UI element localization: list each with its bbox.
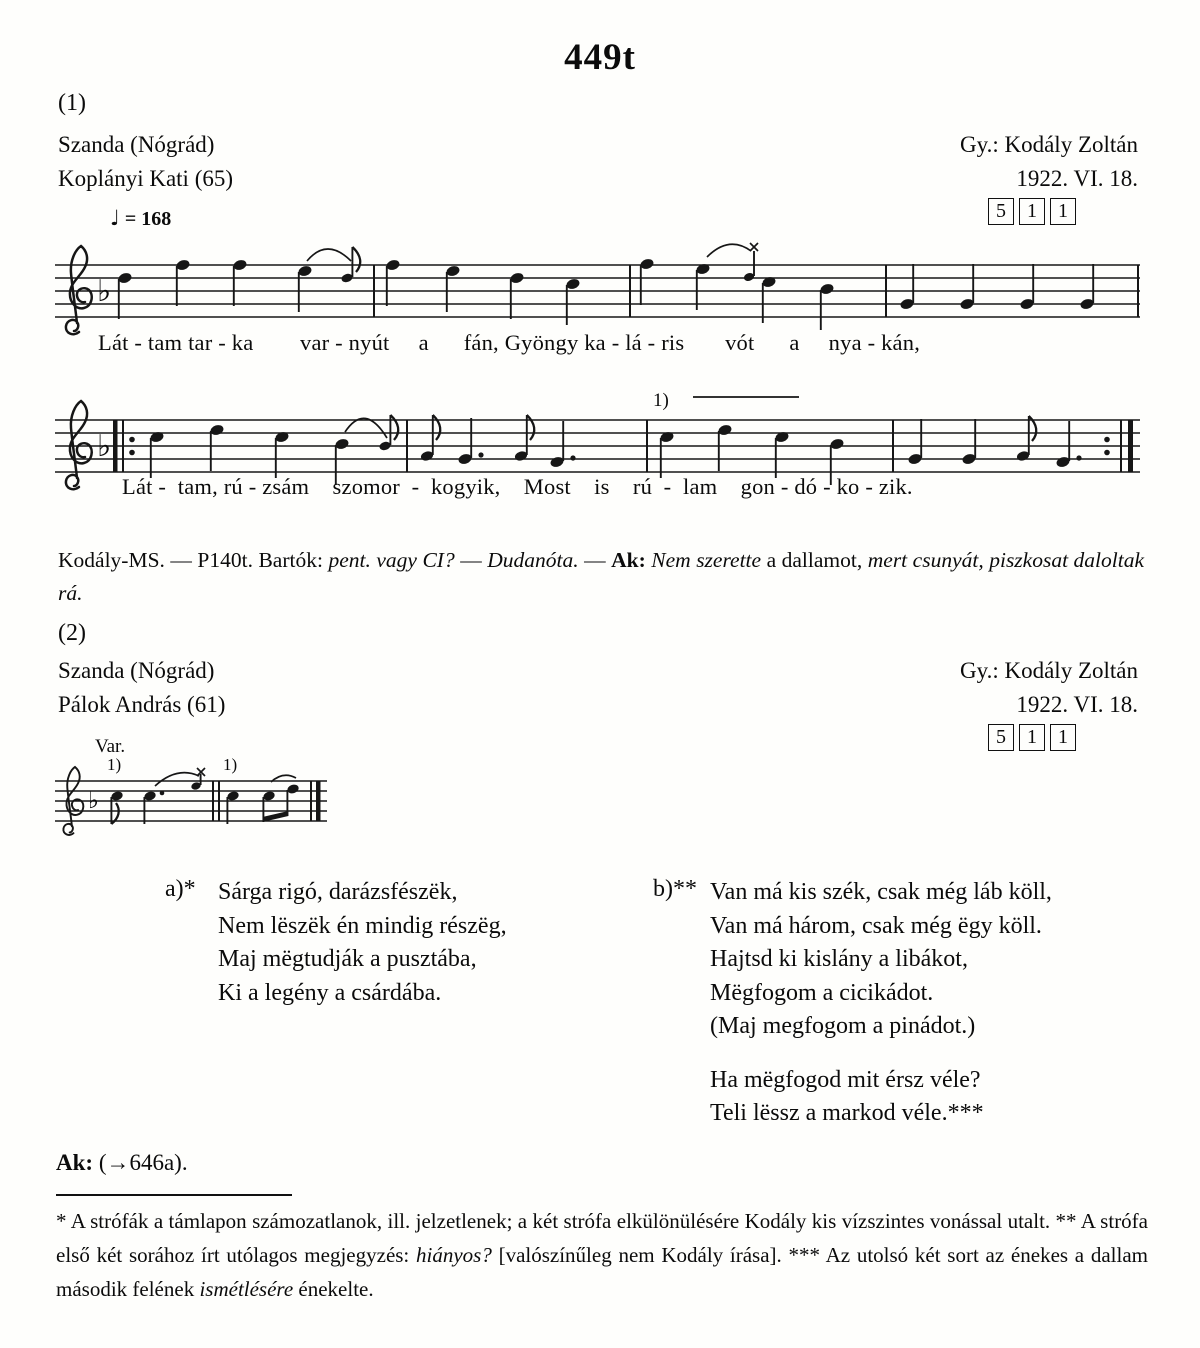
- tempo-marking: [110, 206, 171, 231]
- verse-line: Mëgfogom a cicikádot.: [710, 979, 934, 1006]
- section-2-location: Szanda (Nógrád): [58, 658, 215, 683]
- variant-label: Var.: [95, 736, 126, 757]
- verse-line: Nem lëszëk én mindig részëg,: [218, 912, 507, 939]
- verse-line: Ki a legény a csárdába.: [218, 979, 442, 1006]
- footnote-paragraph: * A strófák a támlapon számozatlanok, ill. jelzetlenek; a két strófa elkülönülésére Kodály kis vízszintes vonással utalt. ** A strófa első két sorához írt utólagos megjegyzés: hiányos? [valószínűleg nem Kodály írása]. *** Az utolsó két sort az énekes a dallam második felének ismétlésére énekelte.: [56, 1209, 1149, 1301]
- footnote-text: * A strófák a támlapon számozatlanok, ill. jelzetlenek; a két strófa elkülönülésére Kodály kis vízszintes vonással utalt. ** A strófa első két sorához írt utólagos megjegyzés:: [56, 1209, 1148, 1267]
- treble-clef-icon: [63, 767, 83, 835]
- flat-sign-icon: ♭: [88, 788, 99, 814]
- variant-staff-notation: [55, 756, 345, 851]
- flat-sign-icon: ♭: [97, 274, 112, 309]
- section-2-cadence-boxes: [778, 724, 1138, 751]
- section-1-date: 1922. VI. 18.: [1016, 166, 1138, 191]
- verse-line: Ha mëgfogod mit érsz véle?: [710, 1066, 981, 1093]
- section-1-cadence-boxes: [778, 198, 1138, 225]
- lyrics-line-1: Lát - tam tar - ka var - nyút a fán, Gyöngy ka - lá - ris vót a nya - kán,: [98, 330, 921, 355]
- staff-lines: [55, 265, 1140, 317]
- verse-b: [710, 876, 1052, 1131]
- verse-line: Van má kis szék, csak még láb köll,: [710, 879, 1052, 905]
- verse-a-label: a)*: [165, 876, 196, 902]
- quarter-note-icon: ♩: [110, 206, 120, 230]
- notes-measure-2: [420, 415, 576, 469]
- variant-fragment-1: [110, 768, 219, 824]
- section-2-date: 1922. VI. 18.: [1016, 692, 1138, 717]
- ak-text: (→646a).: [93, 1150, 188, 1175]
- notes-measure-4: [907, 416, 1081, 469]
- verse-b-label: b)**: [653, 876, 697, 902]
- annotation-text: Kodály-MS. — P140t. Bartók:: [58, 548, 329, 572]
- cadence-box: 1: [1050, 198, 1076, 225]
- volta-label: 1): [653, 390, 669, 411]
- section-1-collector-block: [778, 128, 1138, 225]
- section-1-location: Szanda (Nógrád): [58, 132, 215, 157]
- verse-line: Maj mëgtudják a pusztába,: [218, 946, 477, 972]
- verse-line: (Maj megfogom a pinádot.): [710, 1013, 976, 1039]
- variant-fragment-2: [226, 775, 320, 824]
- section-2-source: [58, 654, 225, 722]
- notes-measure-2: [385, 258, 580, 325]
- section-2-collector-block: [778, 654, 1138, 751]
- footnote-rule: [56, 1194, 292, 1196]
- verse-line: Sárga rigó, darázsfészëk,: [218, 879, 458, 905]
- ak-label: Ak:: [56, 1150, 94, 1175]
- ak-reference: [56, 1150, 188, 1176]
- cadence-box: 1: [1019, 724, 1045, 751]
- tempo-value: = 168: [124, 208, 172, 230]
- cadence-box: 5: [988, 724, 1014, 751]
- section-1-source: [58, 128, 233, 196]
- section-2-number: (2): [58, 620, 86, 646]
- section-1-number: (1): [58, 90, 86, 116]
- notes-measure-1: [117, 247, 360, 319]
- section-2-performer: Pálok András (61): [58, 692, 226, 717]
- stanza-gap: [710, 1044, 1052, 1064]
- cadence-box: 5: [988, 198, 1014, 225]
- section-2-collector: Gy.: Kodály Zoltán: [959, 658, 1138, 683]
- treble-clef-icon: [66, 246, 92, 334]
- cadence-box: 1: [1019, 198, 1045, 225]
- flat-sign-icon: ♭: [97, 429, 112, 464]
- volta-label: 1): [223, 756, 238, 774]
- volta-label: 1): [107, 756, 122, 774]
- page-title: 449t: [564, 37, 636, 78]
- verse-a: [218, 876, 507, 1010]
- annotation-paragraph: Kodály-MS. — P140t. Bartók: pent. vagy CI? — Dudanóta. — Ak: Nem szerette a dallamot, mert csunyát, piszkosat daloltak rá.: [58, 548, 1145, 605]
- verse-line: Hajtsd ki kislány a libákot,: [710, 946, 968, 972]
- section-1-performer: Koplányi Kati (65): [58, 166, 234, 191]
- cadence-box: 1: [1050, 724, 1076, 751]
- lyrics-line-2: Lát - tam, rú - zsám szomor - kogyik, Most is rú - lam gon - dó - ko - zik.: [122, 474, 913, 499]
- treble-clef-icon: [66, 401, 92, 489]
- verse-line: Teli lëssz a markod véle.***: [710, 1100, 984, 1126]
- section-1-collector: Gy.: Kodály Zoltán: [959, 132, 1138, 157]
- verse-line: Van má három, csak még ëgy köll.: [710, 912, 1042, 939]
